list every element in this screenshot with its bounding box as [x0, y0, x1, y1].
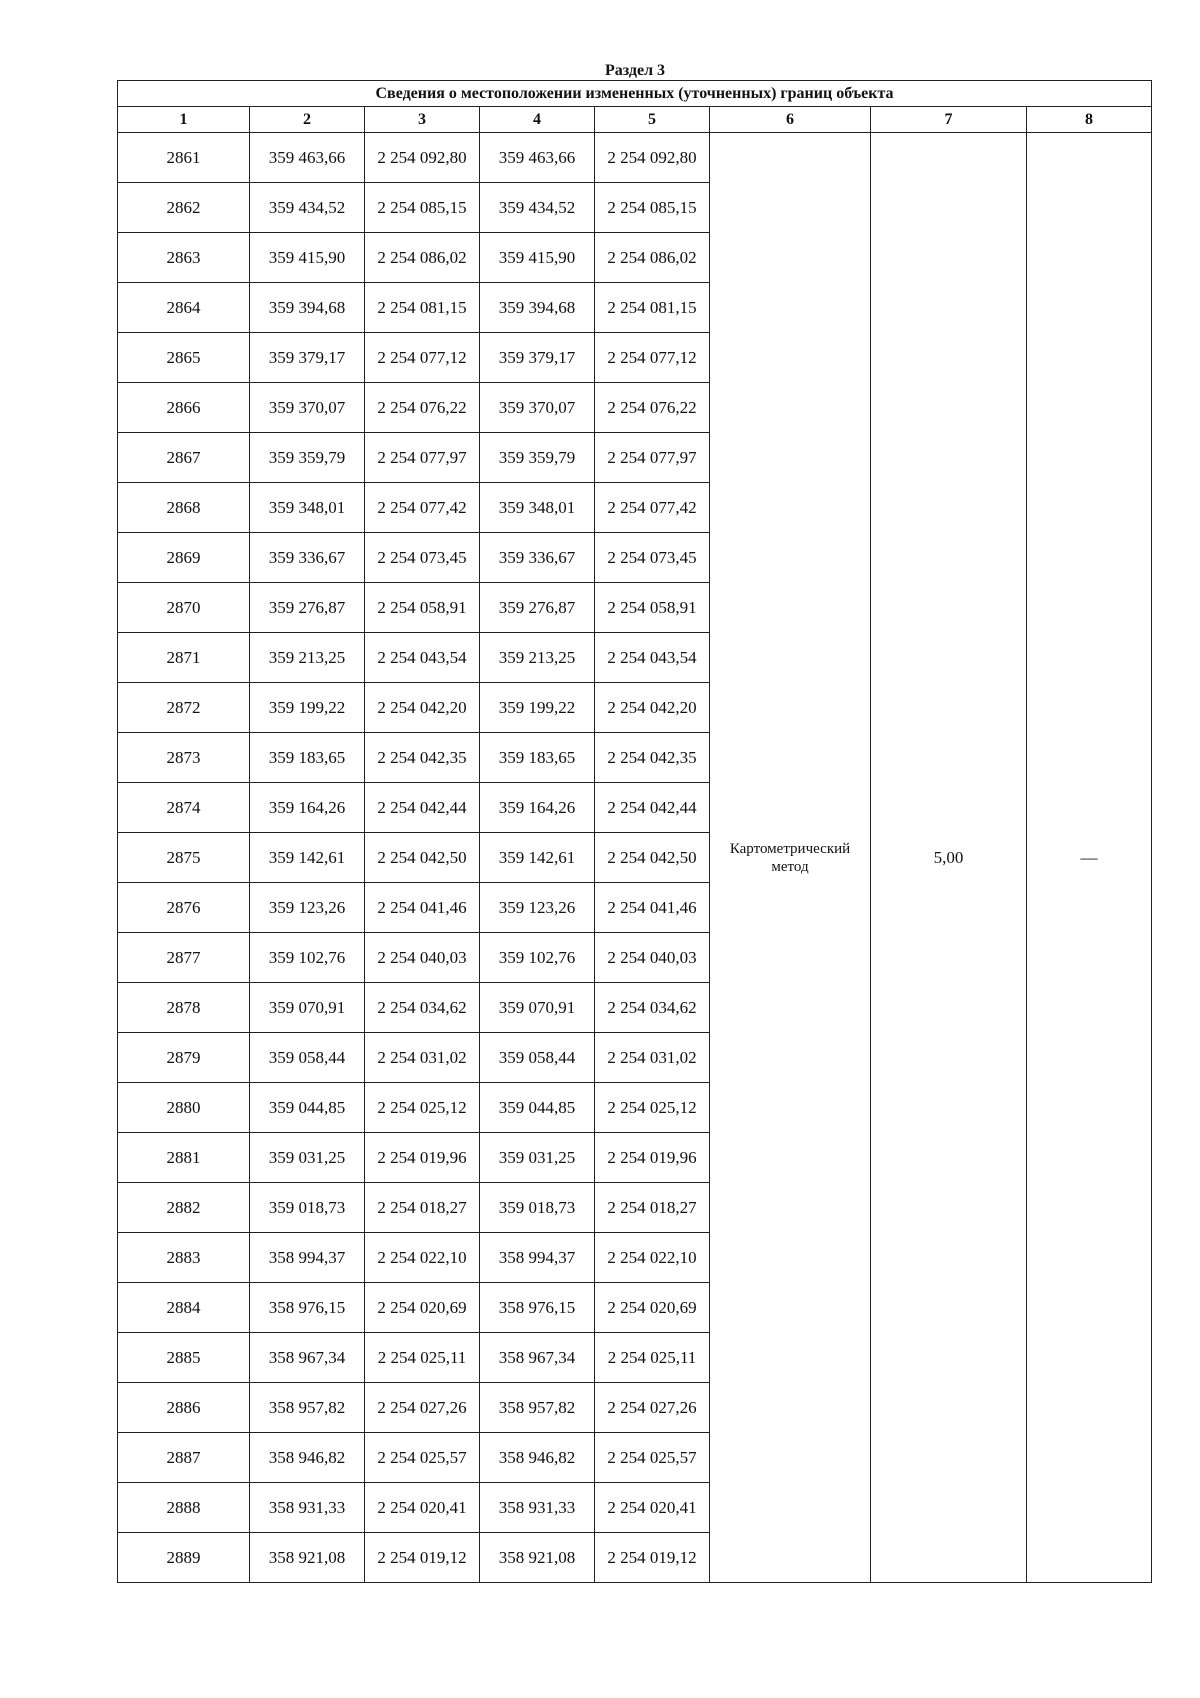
column-number-1: 1	[118, 107, 250, 133]
point-number-cell: 2869	[118, 533, 250, 583]
y-refined-cell: 2 254 019,96	[595, 1133, 710, 1183]
y-existing-cell: 2 254 077,97	[365, 433, 480, 483]
y-existing-cell: 2 254 034,62	[365, 983, 480, 1033]
point-number-cell: 2887	[118, 1433, 250, 1483]
x-existing-cell: 359 031,25	[250, 1133, 365, 1183]
x-refined-cell: 359 183,65	[480, 733, 595, 783]
description-cell: —	[1027, 133, 1152, 1583]
y-existing-cell: 2 254 077,42	[365, 483, 480, 533]
x-existing-cell: 359 276,87	[250, 583, 365, 633]
point-number-cell: 2871	[118, 633, 250, 683]
y-refined-cell: 2 254 025,57	[595, 1433, 710, 1483]
column-number-row	[118, 107, 1152, 133]
x-existing-cell: 359 044,85	[250, 1083, 365, 1133]
accuracy-cell: 5,00	[871, 133, 1027, 1583]
y-existing-cell: 2 254 025,57	[365, 1433, 480, 1483]
y-existing-cell: 2 254 019,12	[365, 1533, 480, 1583]
x-refined-cell: 358 967,34	[480, 1333, 595, 1383]
x-existing-cell: 359 102,76	[250, 933, 365, 983]
y-refined-cell: 2 254 081,15	[595, 283, 710, 333]
x-existing-cell: 358 994,37	[250, 1233, 365, 1283]
x-refined-cell: 359 348,01	[480, 483, 595, 533]
point-number-cell: 2867	[118, 433, 250, 483]
column-number-2: 2	[250, 107, 365, 133]
point-number-cell: 2888	[118, 1483, 250, 1533]
x-existing-cell: 358 976,15	[250, 1283, 365, 1333]
y-refined-cell: 2 254 022,10	[595, 1233, 710, 1283]
y-refined-cell: 2 254 086,02	[595, 233, 710, 283]
x-existing-cell: 359 183,65	[250, 733, 365, 783]
point-number-cell: 2886	[118, 1383, 250, 1433]
y-refined-cell: 2 254 031,02	[595, 1033, 710, 1083]
y-existing-cell: 2 254 025,12	[365, 1083, 480, 1133]
y-existing-cell: 2 254 020,41	[365, 1483, 480, 1533]
point-number-cell: 2884	[118, 1283, 250, 1333]
y-refined-cell: 2 254 077,42	[595, 483, 710, 533]
x-refined-cell: 359 018,73	[480, 1183, 595, 1233]
x-refined-cell: 359 359,79	[480, 433, 595, 483]
y-existing-cell: 2 254 042,35	[365, 733, 480, 783]
x-existing-cell: 358 921,08	[250, 1533, 365, 1583]
point-number-cell: 2882	[118, 1183, 250, 1233]
x-refined-cell: 358 957,82	[480, 1383, 595, 1433]
x-existing-cell: 359 336,67	[250, 533, 365, 583]
x-refined-cell: 358 976,15	[480, 1283, 595, 1333]
x-existing-cell: 358 931,33	[250, 1483, 365, 1533]
y-refined-cell: 2 254 042,35	[595, 733, 710, 783]
x-refined-cell: 359 434,52	[480, 183, 595, 233]
y-refined-cell: 2 254 040,03	[595, 933, 710, 983]
table-caption-row	[118, 81, 1152, 107]
y-existing-cell: 2 254 073,45	[365, 533, 480, 583]
column-number-6: 6	[710, 107, 871, 133]
point-number-cell: 2862	[118, 183, 250, 233]
column-number-3: 3	[365, 107, 480, 133]
x-refined-cell: 359 031,25	[480, 1133, 595, 1183]
y-existing-cell: 2 254 086,02	[365, 233, 480, 283]
y-existing-cell: 2 254 076,22	[365, 383, 480, 433]
y-refined-cell: 2 254 043,54	[595, 633, 710, 683]
x-refined-cell: 359 463,66	[480, 133, 595, 183]
x-refined-cell: 359 336,67	[480, 533, 595, 583]
y-refined-cell: 2 254 076,22	[595, 383, 710, 433]
point-number-cell: 2878	[118, 983, 250, 1033]
y-existing-cell: 2 254 019,96	[365, 1133, 480, 1183]
x-refined-cell: 358 994,37	[480, 1233, 595, 1283]
y-existing-cell: 2 254 081,15	[365, 283, 480, 333]
x-existing-cell: 359 070,91	[250, 983, 365, 1033]
x-refined-cell: 359 379,17	[480, 333, 595, 383]
x-existing-cell: 358 967,34	[250, 1333, 365, 1383]
point-number-cell: 2870	[118, 583, 250, 633]
point-number-cell: 2889	[118, 1533, 250, 1583]
x-existing-cell: 359 379,17	[250, 333, 365, 383]
y-refined-cell: 2 254 042,50	[595, 833, 710, 883]
y-refined-cell: 2 254 092,80	[595, 133, 710, 183]
x-existing-cell: 359 463,66	[250, 133, 365, 183]
x-existing-cell: 359 142,61	[250, 833, 365, 883]
x-existing-cell: 359 123,26	[250, 883, 365, 933]
x-refined-cell: 358 921,08	[480, 1533, 595, 1583]
point-number-cell: 2875	[118, 833, 250, 883]
y-existing-cell: 2 254 085,15	[365, 183, 480, 233]
boundary-coordinates-table	[117, 80, 1152, 1583]
x-existing-cell: 359 394,68	[250, 283, 365, 333]
point-number-cell: 2864	[118, 283, 250, 333]
y-existing-cell: 2 254 042,50	[365, 833, 480, 883]
y-refined-cell: 2 254 020,41	[595, 1483, 710, 1533]
point-number-cell: 2868	[118, 483, 250, 533]
y-existing-cell: 2 254 041,46	[365, 883, 480, 933]
y-existing-cell: 2 254 043,54	[365, 633, 480, 683]
y-refined-cell: 2 254 034,62	[595, 983, 710, 1033]
y-refined-cell: 2 254 042,20	[595, 683, 710, 733]
x-refined-cell: 359 142,61	[480, 833, 595, 883]
x-existing-cell: 359 359,79	[250, 433, 365, 483]
x-refined-cell: 359 199,22	[480, 683, 595, 733]
x-refined-cell: 359 394,68	[480, 283, 595, 333]
point-number-cell: 2874	[118, 783, 250, 833]
point-number-cell: 2883	[118, 1233, 250, 1283]
point-number-cell: 2866	[118, 383, 250, 433]
point-number-cell: 2865	[118, 333, 250, 383]
x-refined-cell: 359 123,26	[480, 883, 595, 933]
x-refined-cell: 359 370,07	[480, 383, 595, 433]
y-existing-cell: 2 254 018,27	[365, 1183, 480, 1233]
x-existing-cell: 359 213,25	[250, 633, 365, 683]
x-existing-cell: 359 415,90	[250, 233, 365, 283]
y-refined-cell: 2 254 020,69	[595, 1283, 710, 1333]
x-refined-cell: 359 415,90	[480, 233, 595, 283]
y-existing-cell: 2 254 040,03	[365, 933, 480, 983]
x-existing-cell: 359 348,01	[250, 483, 365, 533]
section-title: Раздел 3	[604, 62, 666, 79]
x-existing-cell: 359 199,22	[250, 683, 365, 733]
y-refined-cell: 2 254 077,12	[595, 333, 710, 383]
x-refined-cell: 359 058,44	[480, 1033, 595, 1083]
y-existing-cell: 2 254 031,02	[365, 1033, 480, 1083]
x-refined-cell: 358 946,82	[480, 1433, 595, 1483]
point-number-cell: 2880	[118, 1083, 250, 1133]
x-refined-cell: 359 276,87	[480, 583, 595, 633]
point-number-cell: 2879	[118, 1033, 250, 1083]
x-refined-cell: 359 164,26	[480, 783, 595, 833]
y-refined-cell: 2 254 025,11	[595, 1333, 710, 1383]
y-refined-cell: 2 254 018,27	[595, 1183, 710, 1233]
y-refined-cell: 2 254 041,46	[595, 883, 710, 933]
x-existing-cell: 359 058,44	[250, 1033, 365, 1083]
x-existing-cell: 359 018,73	[250, 1183, 365, 1233]
x-existing-cell: 359 434,52	[250, 183, 365, 233]
y-existing-cell: 2 254 042,44	[365, 783, 480, 833]
column-number-4: 4	[480, 107, 595, 133]
y-refined-cell: 2 254 042,44	[595, 783, 710, 833]
x-refined-cell: 359 070,91	[480, 983, 595, 1033]
y-refined-cell: 2 254 077,97	[595, 433, 710, 483]
y-existing-cell: 2 254 022,10	[365, 1233, 480, 1283]
y-existing-cell: 2 254 042,20	[365, 683, 480, 733]
table-caption: Сведения о местоположении измененных (уточненных) границ объекта	[118, 81, 1152, 107]
x-existing-cell: 358 957,82	[250, 1383, 365, 1433]
y-existing-cell: 2 254 020,69	[365, 1283, 480, 1333]
point-number-cell: 2873	[118, 733, 250, 783]
point-number-cell: 2863	[118, 233, 250, 283]
column-number-8: 8	[1027, 107, 1152, 133]
x-refined-cell: 359 044,85	[480, 1083, 595, 1133]
table-row	[118, 133, 1152, 183]
column-number-7: 7	[871, 107, 1027, 133]
y-refined-cell: 2 254 027,26	[595, 1383, 710, 1433]
x-existing-cell: 358 946,82	[250, 1433, 365, 1483]
point-number-cell: 2872	[118, 683, 250, 733]
y-existing-cell: 2 254 077,12	[365, 333, 480, 383]
method-cell: Картометрический метод	[710, 133, 871, 1583]
point-number-cell: 2881	[118, 1133, 250, 1183]
y-existing-cell: 2 254 092,80	[365, 133, 480, 183]
x-existing-cell: 359 164,26	[250, 783, 365, 833]
point-number-cell: 2885	[118, 1333, 250, 1383]
y-existing-cell: 2 254 027,26	[365, 1383, 480, 1433]
x-refined-cell: 359 213,25	[480, 633, 595, 683]
column-number-5: 5	[595, 107, 710, 133]
y-refined-cell: 2 254 085,15	[595, 183, 710, 233]
point-number-cell: 2877	[118, 933, 250, 983]
x-refined-cell: 359 102,76	[480, 933, 595, 983]
x-existing-cell: 359 370,07	[250, 383, 365, 433]
point-number-cell: 2861	[118, 133, 250, 183]
y-existing-cell: 2 254 025,11	[365, 1333, 480, 1383]
y-refined-cell: 2 254 019,12	[595, 1533, 710, 1583]
y-refined-cell: 2 254 025,12	[595, 1083, 710, 1133]
y-existing-cell: 2 254 058,91	[365, 583, 480, 633]
x-refined-cell: 358 931,33	[480, 1483, 595, 1533]
y-refined-cell: 2 254 073,45	[595, 533, 710, 583]
point-number-cell: 2876	[118, 883, 250, 933]
y-refined-cell: 2 254 058,91	[595, 583, 710, 633]
